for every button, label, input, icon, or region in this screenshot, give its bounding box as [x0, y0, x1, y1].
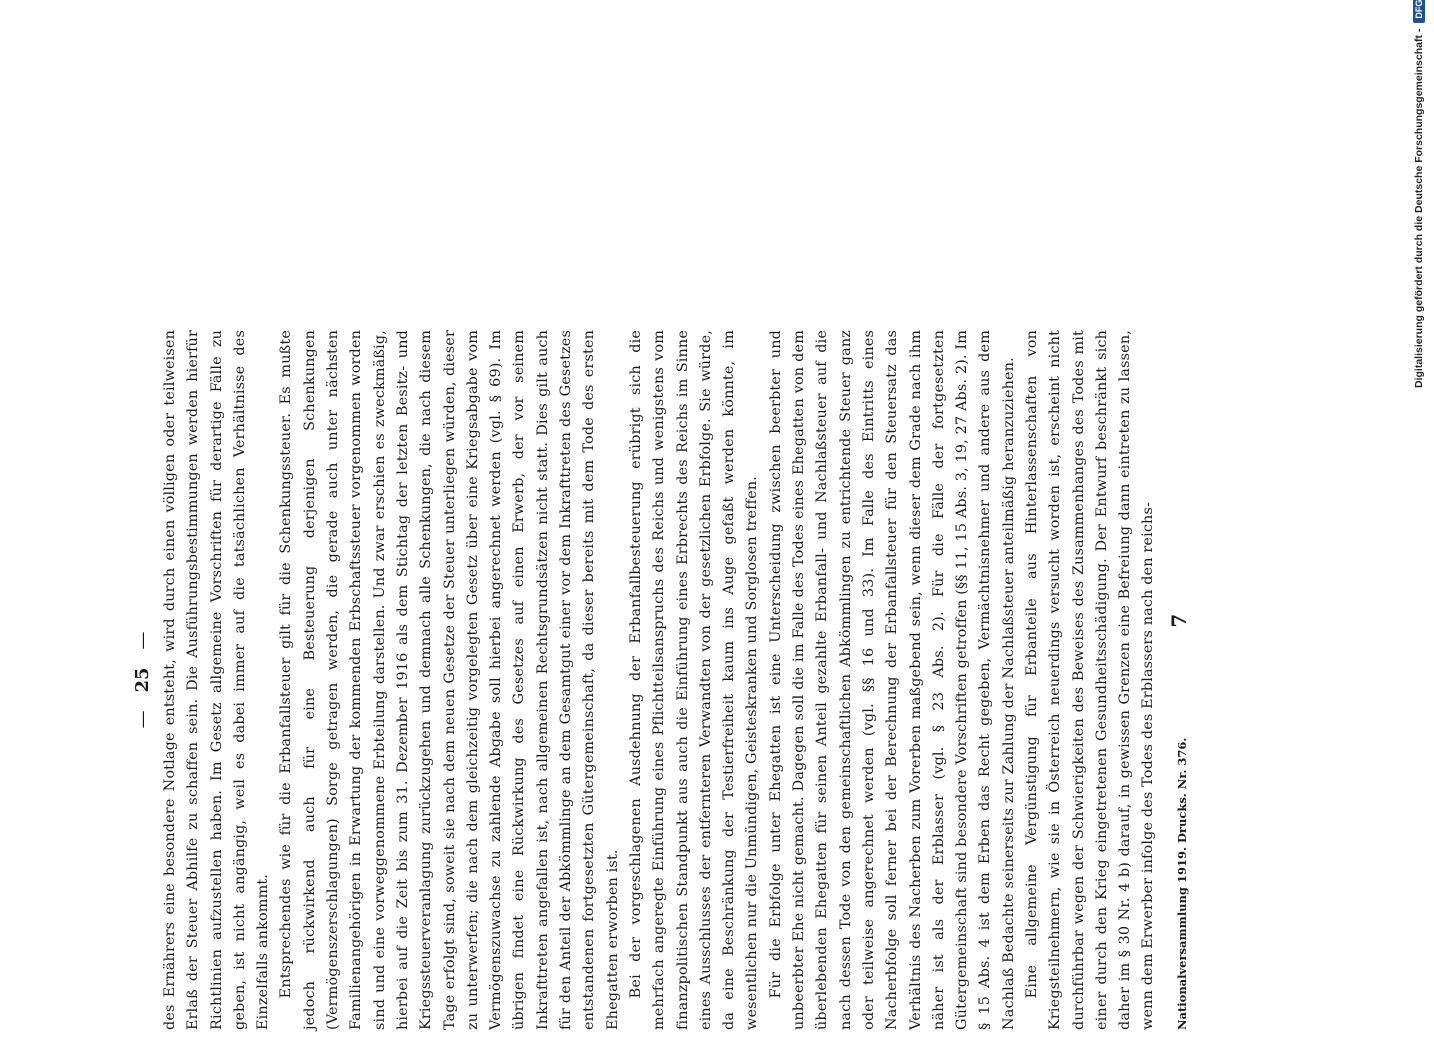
paragraph-4: Für die Erbfolge unter Ehegatten ist eine Unterscheidung zwischen beerbter und unbeerbter Ehe nicht gemacht. Dagegen soll die im Falle des Todes eines Ehegatten von dem überlebenden Ehegatten für seinen Anteil gezahlte Erbanfall- und Nachlaßsteuer auf die nach dessen Tode von den gemeinschaftlichen Abkömmlingen zu entrichtende Steuer ganz oder teilweise angerechnet werden (vgl. §§ 16 und 33). Im Falle des Eintritts eines Nacherbfolge soll ferner bei der Berechnung der Erbanfallsteuer für den Steuersatz das Verhältnis des Nacherben zum Vorerben maßgebend sein, wenn dieser dem Grade nach ihm näher ist als der Erblasser (vgl. § 23 Abs. 2). Für die Fälle der fortgesetzten Gütergemeinschaft sind besondere Vorschriften getroffen (§§ 11, 15 Abs. 3, 19, 27 Abs. 2). Im § 15 Abs. 4 ist dem Erben das Recht gegeben, Vermächtnisnehmer und andere aus dem Nachlaß Bedachte seinerseits zur Zahlung der Nachlaßsteuer anteilmäßig heranzuziehen. — [767, 330, 1017, 1030]
paragraph-3: Bei der vorgeschlagenen Ausdehnung der Erbanfallbesteuerung erübrigt sich die mehrfach angeregte Einführung eines Pflichtteilsanspruchs des Reichs und wenigstens vom finanzpolitischen Standpunkt aus auch die Einführung eines Erbrechts des Reichs im Sinne eines Ausschlusses der entfernteren Verwandten von der gesetzlichen Erbfolge. Sie würde, da eine Beschränkung der Testierfreiheit kaum ins Auge gefaßt werden könnte, im wesentlichen nur die Unmündigen, Geisteskranken und Sorglosen treffen. — [627, 330, 761, 1030]
footer-imprint: Nationalversammlung 1919. Drucks. Nr. 376. — [1174, 737, 1189, 1030]
header-dash-left: — — [131, 710, 153, 729]
dfg-sidebar — [1406, 0, 1432, 388]
header-dash-right: — — [131, 631, 153, 650]
dfg-logo: DFG — [1413, 0, 1425, 23]
page-footer — [1167, 330, 1191, 1030]
paragraph-2: Entsprechendes wie für die Erbanfallsteuer gilt für die Schenkungssteuer. Es mußte jedoch rückwirkend auch für eine Besteuerung derjenigen Schenkungen (Vermögenszerschlagungen) Sorge getragen werden, die gerade auch unter nächsten Familienangehörigen in Erwartung der kommenden Erbschaftssteuer vorgenommen worden sind und eine vorweggenommene Erbteilung darstellen. Und zwar erschien es zweckmäßig, hierbei auf die Zeit bis zum 31. Dezember 1916 als dem Stichtag der letzten Besitz- und Kriegssteuerveranlagung zurückzugehen und demnach alle Schenkungen, die nach diesem Tage erfolgt sind, soweit sie nach dem neuen Gesetze der Steuer unterliegen würden, dieser zu unterwerfen; die nach dem gleichzeitig vorgelegten Gesetz über eine Kriegsabgabe vom Vermögenszuwachse zu zahlende Abgabe soll hierbei angerechnet werden (vgl. § 69). Im übrigen findet eine Rückwirkung des Gesetzes auf einen Erwerb, der vor seinem Inkrafttreten angefallen ist, nach allgemeinen Rechtsgrundsätzen nicht statt. Dies gilt auch für den Anteil der Abkömmlinge an dem Gesamtgut einer vor dem Inkrafttreten des Gesetzes entstandenen fortgesetzten Gütergemeinschaft, da dieser bereits mit dem Tode des ersten Ehegatten erworben ist. — [278, 330, 621, 1030]
dfg-credit-text: Digitalisierung gefördert durch die Deutsche Forschungsgemeinschaft - — [1413, 28, 1425, 388]
page-header — [125, 330, 159, 1030]
page-body — [159, 330, 1161, 1030]
paragraph-1: des Ernährers eine besondere Notlage entsteht, wird durch einen völligen oder teilweisen Erlaß der Steuer Abhilfe zu schaffen sein. Die Ausführungsbestimmungen werden hierfür Richtlinien aufzustellen haben. Im Gesetz allgemeine Vorschriften für derartige Fälle zu geben, ist nicht angängig, weil es dabei immer auf die tatsächlichen Verhältnisse des Einzelfalls ankommt. — [162, 330, 272, 1030]
page-number: 25 — [131, 667, 153, 693]
paragraph-5: Eine allgemeine Vergünstigung für Erbanteile aus Hinterlassenschaften von Kriegsteilnehmern, wie sie in Österreich neuerdings versucht worden ist, erscheint nicht durchführbar wegen der Schwierigkeiten des Beweises des Zusammenhanges des Todes mit einer durch den Krieg eingetretenen Gesundheitsschädigung. Der Entwurf beschränkt sich daher im § 30 Nr. 4 b) darauf, in gewissen Grenzen eine Befreiung dann eintreten zu lassen, wenn dem Erwerber infolge des Todes des Erblassers nach den reichs- — [1023, 330, 1157, 1030]
signature-mark: 7 — [1166, 613, 1191, 628]
document-page — [125, 320, 1325, 1040]
